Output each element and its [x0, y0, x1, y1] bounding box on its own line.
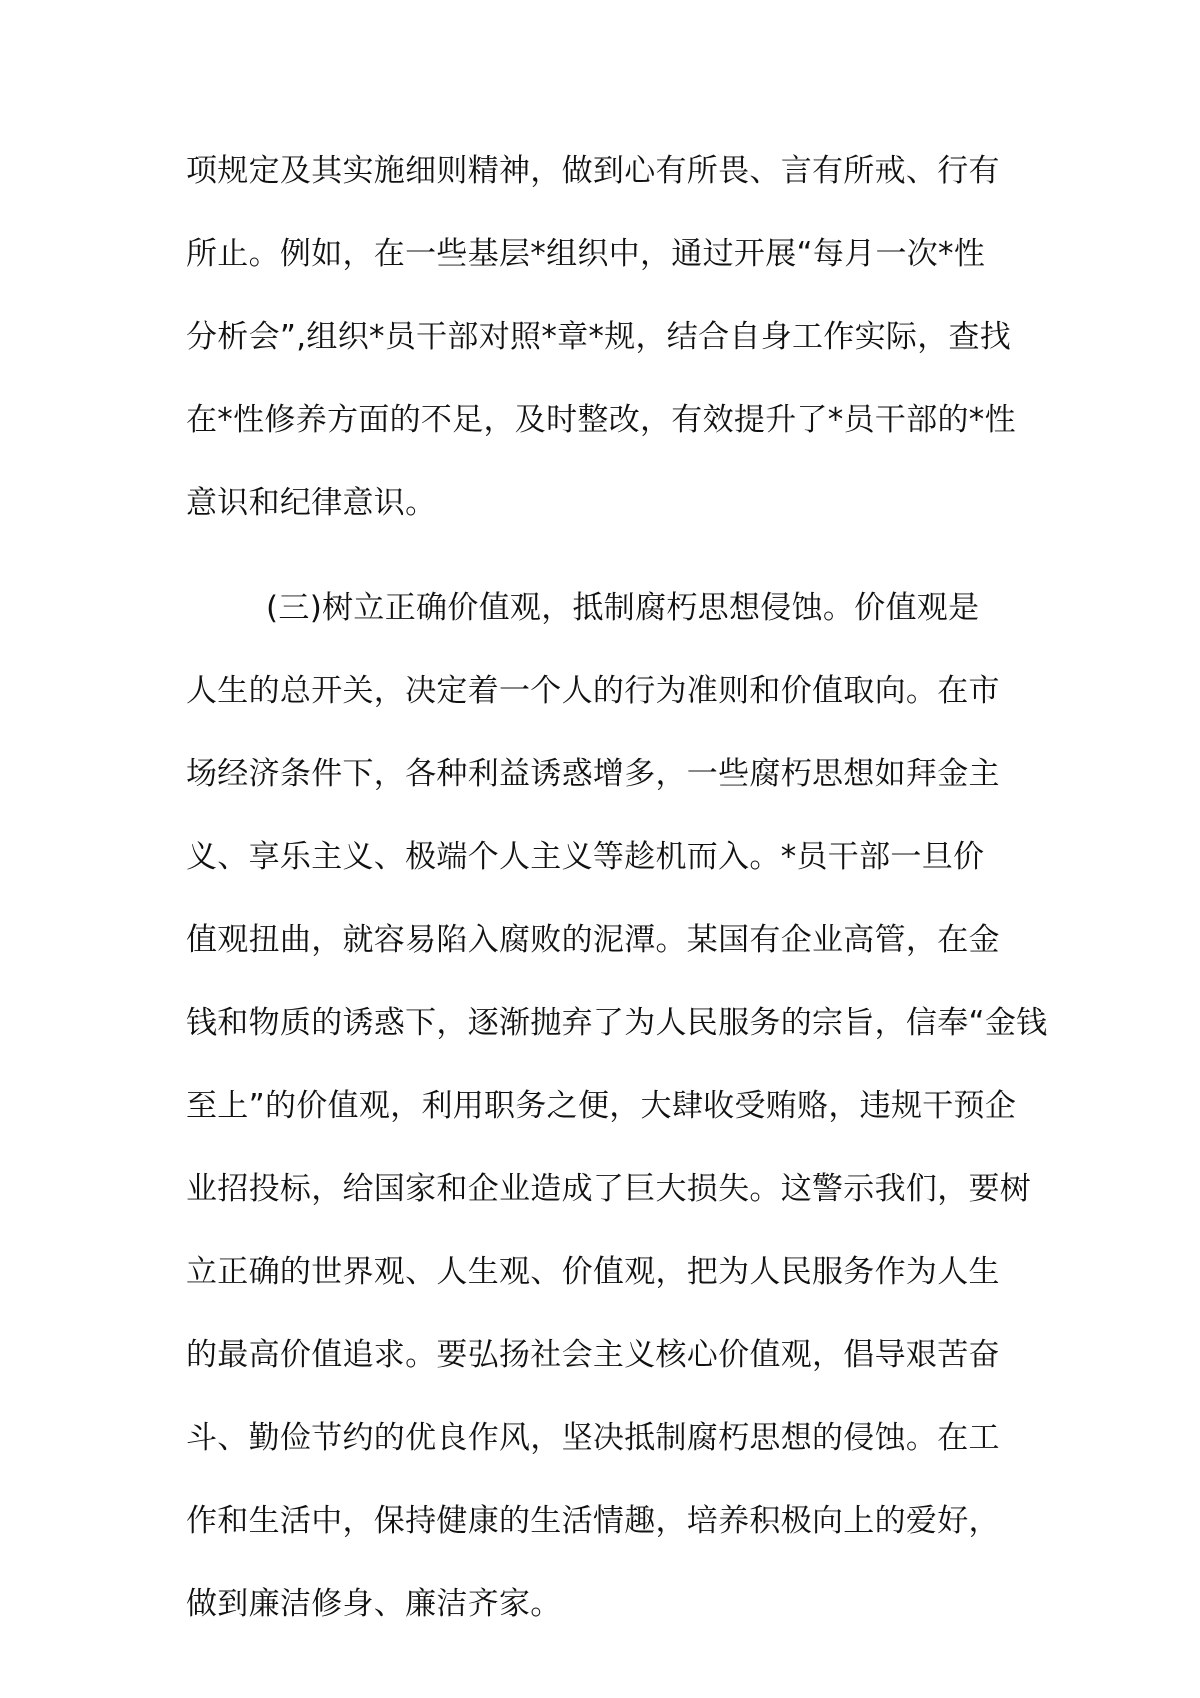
text-line: 做到廉洁修身、廉洁齐家。: [186, 1586, 562, 1622]
text-line: 立正确的世界观、人生观、价值观，把为人民服务作为人生: [186, 1254, 1000, 1290]
text-line: 业招投标，给国家和企业造成了巨大损失。这警示我们，要树: [186, 1171, 1032, 1207]
text-line: 场经济条件下，各种利益诱惑增多，一些腐朽思想如拜金主: [186, 756, 1000, 792]
section-heading-line: (三)树立正确价值观，抵制腐朽思想侵蚀。价值观是: [266, 590, 980, 626]
text-line: 在*性修养方面的不足，及时整改，有效提升了*员干部的*性: [186, 402, 1016, 438]
text-line: 值观扭曲，就容易陷入腐败的泥潭。某国有企业高管，在金: [186, 922, 1000, 958]
text-line: 人生的总开关，决定着一个人的行为准则和价值取向。在市: [186, 673, 1000, 709]
text-line: 所止。例如，在一些基层*组织中，通过开展“每月一次*性: [186, 236, 986, 272]
text-line: 斗、勤俭节约的优良作风，坚决抵制腐朽思想的侵蚀。在工: [186, 1420, 1000, 1456]
text-line: 意识和纪律意识。: [186, 485, 437, 521]
paragraph-continuation: [186, 130, 1036, 545]
text-line: 作和生活中，保持健康的生活情趣，培养积极向上的爱好，: [186, 1503, 1000, 1539]
text-line: 分析会”,组织*员干部对照*章*规，结合自身工作实际，查找: [186, 319, 1012, 355]
text-line: 项规定及其实施细则精神，做到心有所畏、言有所戒、行有: [186, 153, 1000, 189]
text-line: 至上”的价值观，利用职务之便，大肆收受贿赂，违规干预企: [186, 1088, 1017, 1124]
text-line: 的最高价值追求。要弘扬社会主义核心价值观，倡导艰苦奋: [186, 1337, 1000, 1373]
text-line: 义、享乐主义、极端个人主义等趁机而入。*员干部一旦价: [186, 839, 985, 875]
text-line: 钱和物质的诱惑下，逐渐抛弃了为人民服务的宗旨，信奉“金钱: [186, 1005, 1048, 1041]
paragraph-section-three: [186, 567, 1048, 1646]
